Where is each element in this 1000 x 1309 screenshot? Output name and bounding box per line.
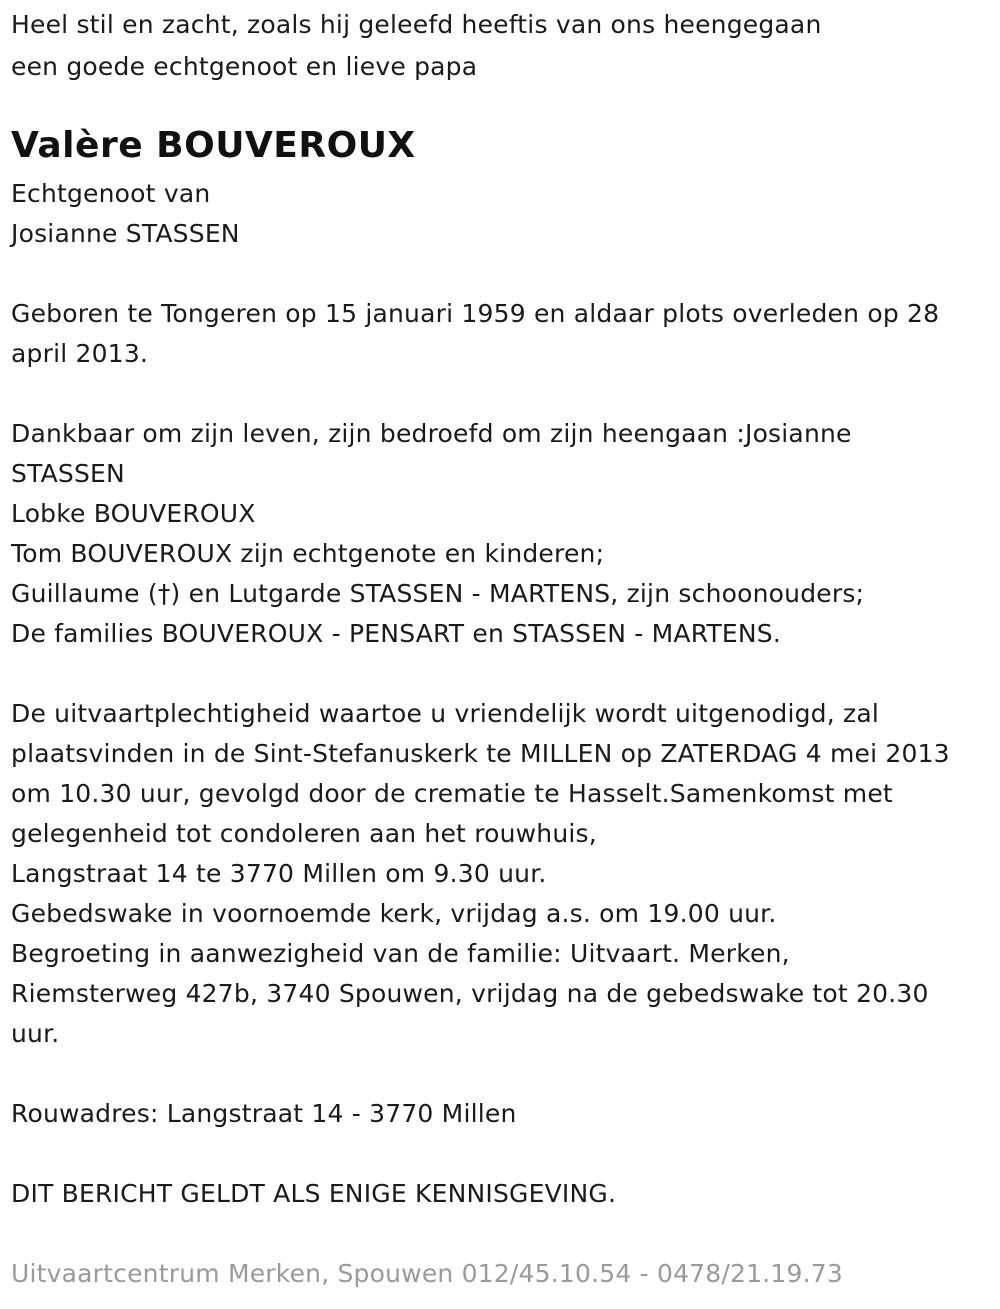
mourners-line-2: STASSEN: [11, 459, 125, 488]
deceased-name: Valère BOUVEROUX: [11, 125, 416, 166]
ceremony-line-2: plaatsvinden in de Sint-Stefanuskerk te MILLEN op ZATERDAG 4 mei 2013: [11, 739, 950, 768]
mourners-line-3: Lobke BOUVEROUX: [11, 499, 256, 528]
spouse-name: Josianne STASSEN: [11, 219, 240, 248]
birth-death-line-1: Geboren te Tongeren op 15 januari 1959 en aldaar plots overleden op 28: [11, 299, 940, 328]
notice-statement: DIT BERICHT GELDT ALS ENIGE KENNISGEVING.: [11, 1179, 617, 1208]
mourners-line-4: Tom BOUVEROUX zijn echtgenote en kinderen;: [11, 539, 605, 568]
intro-line-1: Heel stil en zacht, zoals hij geleefd heeftis van ons heengegaan: [11, 10, 822, 39]
ceremony-line-1: De uitvaartplechtigheid waartoe u vriendelijk wordt uitgenodigd, zal: [11, 699, 880, 728]
ceremony-line-4: gelegenheid tot condoleren aan het rouwhuis,: [11, 819, 597, 848]
ceremony-line-9: uur.: [11, 1019, 60, 1048]
mourning-address: Rouwadres: Langstraat 14 - 3770 Millen: [11, 1099, 517, 1128]
mourners-line-5: Guillaume (†) en Lutgarde STASSEN - MARTENS, zijn schoonouders;: [11, 579, 865, 608]
ceremony-line-3: om 10.30 uur, gevolgd door de crematie te Hasselt.Samenkomst met: [11, 779, 893, 808]
ceremony-line-6: Gebedswake in voornoemde kerk, vrijdag a.s. om 19.00 uur.: [11, 899, 777, 928]
birth-death-line-2: april 2013.: [11, 339, 149, 368]
ceremony-line-5: Langstraat 14 te 3770 Millen om 9.30 uur.: [11, 859, 547, 888]
intro-line-2: een goede echtgenoot en lieve papa: [11, 52, 478, 81]
mourners-line-1: Dankbaar om zijn leven, zijn bedroefd om zijn heengaan :Josianne: [11, 419, 852, 448]
ceremony-line-8: Riemsterweg 427b, 3740 Spouwen, vrijdag na de gebedswake tot 20.30: [11, 979, 929, 1008]
funeral-home-footer: Uitvaartcentrum Merken, Spouwen 012/45.10.54 - 0478/21.19.73: [11, 1259, 843, 1288]
mourners-line-6: De families BOUVEROUX - PENSART en STASSEN - MARTENS.: [11, 619, 782, 648]
ceremony-line-7: Begroeting in aanwezigheid van de familie: Uitvaart. Merken,: [11, 939, 790, 968]
spouse-label: Echtgenoot van: [11, 179, 211, 208]
